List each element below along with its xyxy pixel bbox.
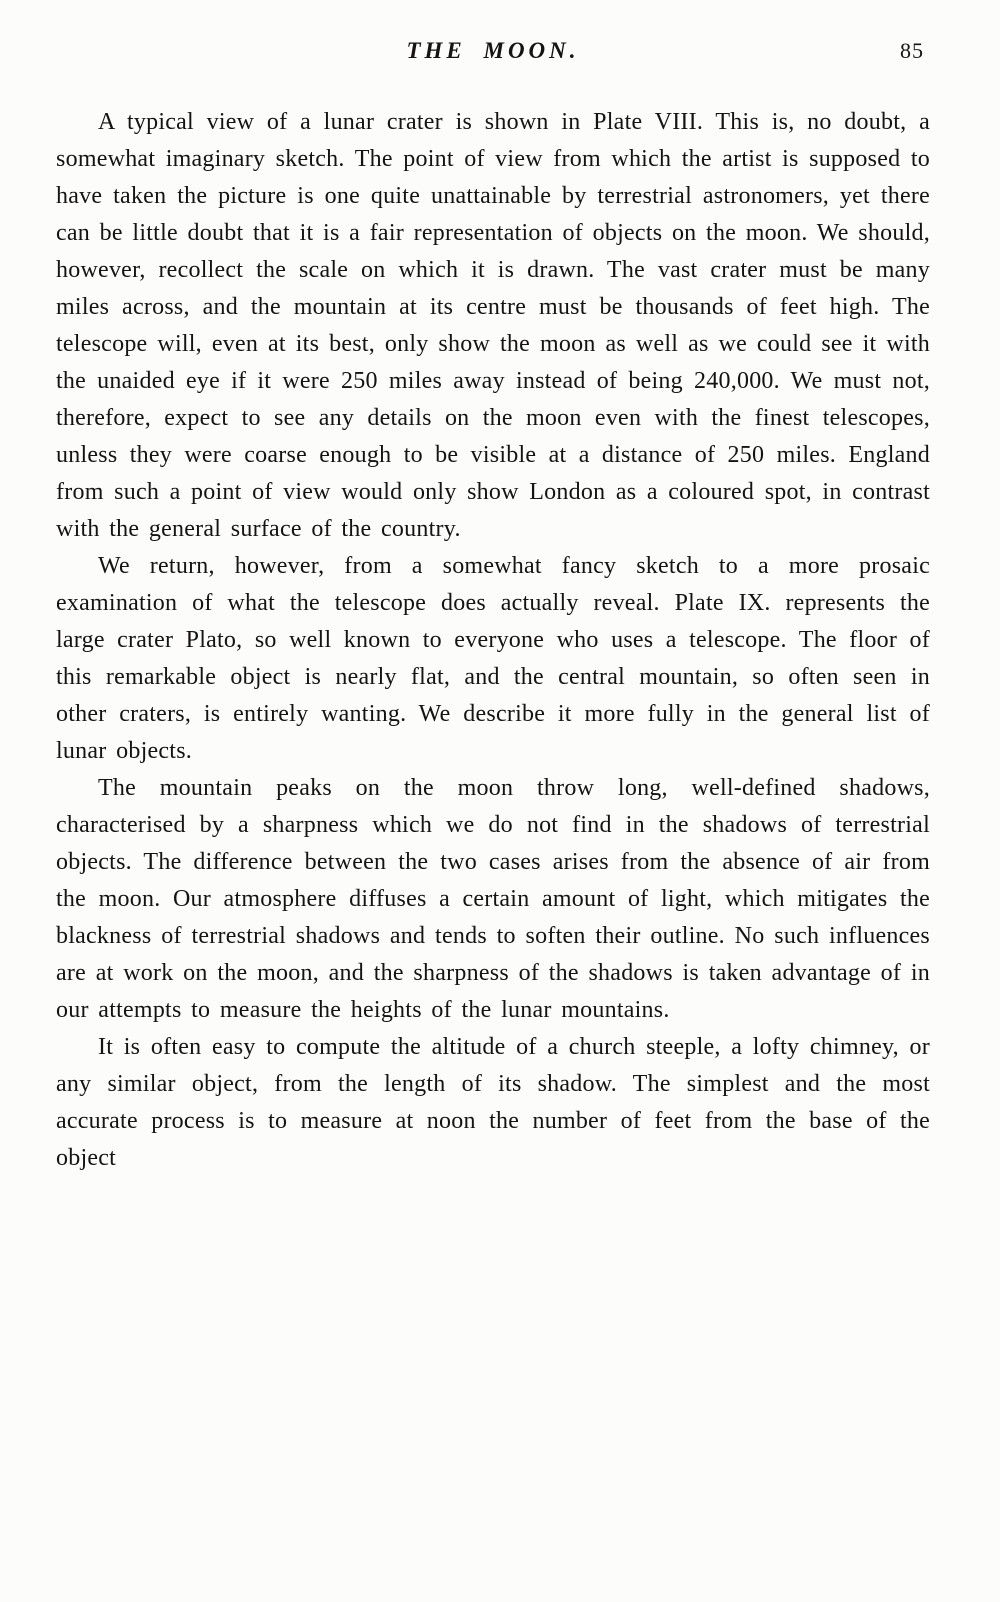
- paragraph: The mountain peaks on the moon throw long, well-defined shadows, characterised by a sharpness which we do not find in the shadows of terrestrial objects. The difference between the two cases arises from the absence of air from the moon. Our atmosphere diffuses a certain amount of light, which mitigates the blackness of terrestrial shadows and tends to soften their outline. No such influences are at work on the moon, and the sharpness of the shadows is taken advantage of in our attempts to measure the heights of the lunar mountains.: [56, 775, 930, 1023]
- page-title: THE MOON.: [406, 38, 580, 63]
- page-number: 85: [900, 38, 924, 63]
- running-header: [56, 38, 930, 68]
- paragraph: It is often easy to compute the altitude of a church steeple, a lofty chimney, or any similar object, from the length of its shadow. The simplest and the most accurate process is to measure at noon the number of feet from the base of the object: [56, 1034, 930, 1171]
- paragraph: We return, however, from a somewhat fancy sketch to a more prosaic examination of what the telescope does actually reveal. Plate IX. represents the large crater Plato, so well known to everyone who uses a telescope. The floor of this remarkable object is nearly flat, and the central mountain, so often seen in other craters, is entirely wanting. We describe it more fully in the general list of lunar objects.: [56, 553, 930, 764]
- page-body: [56, 104, 930, 1177]
- paragraph: A typical view of a lunar crater is shown in Plate VIII. This is, no doubt, a somewhat imaginary sketch. The point of view from which the artist is supposed to have taken the picture is one quite unattainable by terrestrial astronomers, yet there can be little doubt that it is a fair representation of objects on the moon. We should, however, recollect the scale on which it is drawn. The vast crater must be many miles across, and the mountain at its centre must be thousands of feet high. The telescope will, even at its best, only show the moon as well as we could see it with the unaided eye if it were 250 miles away instead of being 240,000. We must not, therefore, expect to see any details on the moon even with the finest telescopes, unless they were coarse enough to be visible at a distance of 250 miles. England from such a point of view would only show London as a coloured spot, in contrast with the general surface of the country.: [56, 109, 930, 542]
